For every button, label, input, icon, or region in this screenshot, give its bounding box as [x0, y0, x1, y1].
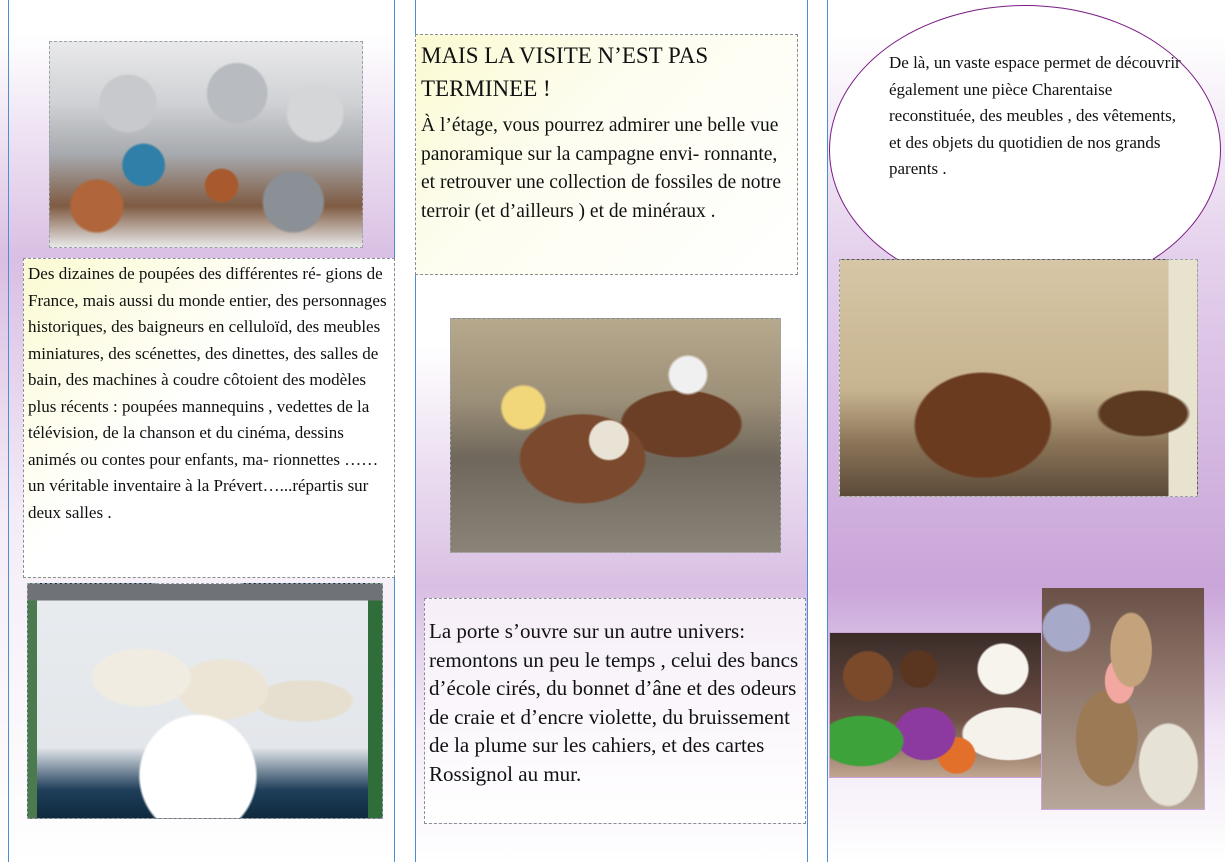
charentaise-room-photo[interactable]: [839, 259, 1198, 497]
dolls-text-box[interactable]: [23, 258, 395, 578]
classroom-dolls-photo[interactable]: [450, 318, 781, 553]
visit-text-box[interactable]: [415, 34, 798, 275]
fashion-dolls-photo[interactable]: [829, 632, 1042, 778]
visit-description: À l’étage, vous pourrez admirer une belle vue panoramique sur la campagne envi- ronnante, et retrouver une collection de fossiles de notre terroir (et d’ailleurs ) et de minéraux .: [421, 115, 782, 222]
kitchen-toys-photo[interactable]: [49, 41, 363, 248]
sailing-ship-model-photo[interactable]: [27, 583, 383, 819]
dolls-description: Des dizaines de poupées des différentes ré- gions de France, mais aussi du monde entier, des personnages historiques, des baigneurs en celluloïd, des meubles miniatures, des scénettes, des dinettes, des salles de bain, des machines à coudre côtoient des modèles plus récents : poupées mannequins , vedettes de la télévision, de la chanson et du cinéma, dessins animés ou contes pour enfants, ma- rionnettes …… un véritable inventaire à la Prévert…...répartis sur deux salles .: [28, 264, 387, 522]
rabbit-doll-photo[interactable]: [1041, 587, 1205, 810]
school-text-box[interactable]: [424, 598, 806, 824]
room-description: De là, un vaste espace permet de découvrir également une pièce Charentaise reconstituée, des meubles , des vêtements, et des objets du quotidien de nos grands parents .: [889, 53, 1181, 179]
column-guide-line: [827, 0, 828, 862]
school-description: La porte s’ouvre sur un autre univers: remontons un peu le temps , celui des bancs d’école cirés, du bonnet d’âne et des odeurs de craie et d’encre violette, du bruissement de la plume sur les cahiers, et des cartes Rossignol au mur.: [429, 619, 799, 786]
column-guide-line: [8, 0, 9, 862]
visit-title: MAIS LA VISITE N’EST PAS TERMINEE !: [421, 43, 709, 101]
column-guide-line: [807, 0, 808, 862]
